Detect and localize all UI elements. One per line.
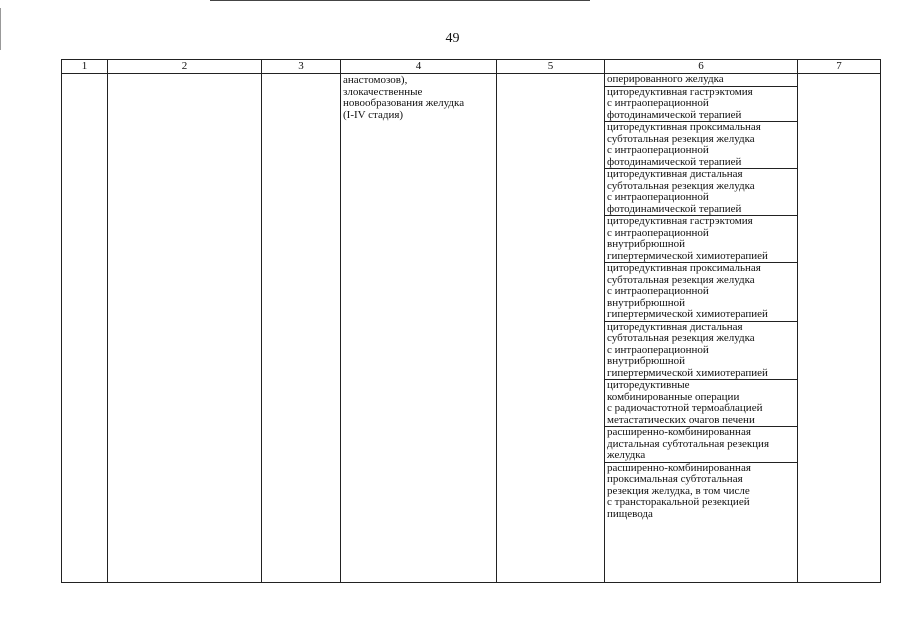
procedure-line: внутрибрюшной — [607, 238, 685, 250]
procedure-line: фотодинамической терапией — [607, 108, 742, 121]
procedure-line: субтотальная резекция желудка — [607, 179, 755, 192]
column-header-1: 1 — [62, 60, 108, 74]
procedure-line: циторедуктивная проксимальная — [607, 121, 761, 133]
cell-col1 — [62, 74, 108, 583]
cell-col4-diagnosis — [341, 74, 497, 583]
procedure-line: комбинированные операции — [607, 390, 740, 403]
procedure-line: внутрибрюшной — [607, 355, 685, 367]
procedure-entry — [605, 169, 797, 216]
procedure-entry — [605, 380, 797, 427]
procedure-line: с интраоперационной — [607, 343, 709, 356]
procedure-line: с интраоперационной — [607, 144, 709, 156]
procedure-entry — [605, 263, 797, 322]
cell-col5 — [497, 74, 605, 583]
procedure-line: с интраоперационной — [607, 191, 709, 203]
procedure-line: фотодинамической терапией — [607, 202, 742, 215]
procedure-line: циторедуктивная дистальная — [607, 168, 743, 180]
procedure-line: пищевода — [607, 507, 653, 520]
procedure-line: субтотальная резекция желудка — [607, 132, 755, 145]
procedure-line: субтотальная резекция желудка — [607, 332, 755, 344]
procedure-line: расширенно-комбинированная — [607, 426, 751, 438]
procedure-line: метастатических очагов печени — [607, 413, 755, 426]
procedure-line: гипертермической химиотерапией — [607, 249, 768, 262]
procedure-line: желудка — [607, 449, 646, 461]
procedure-line: циторедуктивная проксимальная — [607, 262, 761, 274]
diagnosis-line: новообразования желудка — [343, 97, 465, 109]
procedure-line: циторедуктивные — [607, 379, 690, 391]
procedure-line: циторедуктивная гастрэктомия — [607, 85, 753, 98]
procedure-line: резекция желудка, в том числе — [607, 484, 750, 497]
column-header-3: 3 — [262, 60, 341, 74]
procedure-line: внутрибрюшной — [607, 296, 685, 309]
procedure-line: фотодинамической терапией — [607, 155, 742, 168]
cell-col7 — [798, 74, 881, 583]
procedure-entry — [605, 427, 797, 463]
cell-col3 — [262, 74, 341, 583]
procedure-line: с трансторакальной резекцией — [607, 496, 750, 508]
page-number: 49 — [445, 31, 460, 46]
table-row — [62, 74, 881, 583]
procedure-line: проксимальная субтотальная — [607, 473, 743, 485]
procedure-line: дистальная субтотальная резекция — [607, 437, 770, 450]
procedure-line: субтотальная резекция желудка — [607, 273, 755, 286]
procedure-line: циторедуктивная дистальная — [607, 320, 743, 333]
procedure-line: гипертермической химиотерапией — [607, 308, 768, 320]
column-header-2: 2 — [108, 60, 262, 74]
procedure-line: с интраоперационной — [607, 226, 709, 239]
header-row — [62, 60, 881, 74]
column-header-5: 5 — [497, 60, 605, 74]
procedure-entry — [605, 322, 797, 381]
procedure-entry — [605, 122, 797, 169]
procedure-entry — [605, 87, 797, 123]
procedure-entry — [605, 74, 797, 87]
diagnosis-line: анастомозов), — [343, 74, 408, 86]
cell-col6-procedures — [605, 74, 798, 583]
procedure-line: гипертермической химиотерапией — [607, 366, 768, 379]
column-header-7: 7 — [798, 60, 881, 74]
procedure-line: расширенно-комбинированная — [607, 461, 751, 474]
diagnosis-line: злокачественные — [343, 85, 423, 98]
cell-col2 — [108, 74, 262, 583]
procedure-line: циторедуктивная гастрэктомия — [607, 215, 753, 227]
column-header-4: 4 — [341, 60, 497, 74]
procedure-line: с интраоперационной — [607, 97, 709, 109]
column-header-6: 6 — [605, 60, 798, 74]
top-rule — [210, 0, 590, 1]
diagnosis-line: (I-IV стадия) — [343, 108, 404, 121]
procedure-line: с радиочастотной термоаблацией — [607, 402, 763, 414]
procedure-entry — [605, 216, 797, 263]
procedure-line: с интраоперационной — [607, 285, 709, 297]
procedure-line: оперированного желудка — [607, 73, 724, 85]
procedure-entry — [605, 463, 797, 521]
procedures-table — [61, 59, 881, 583]
